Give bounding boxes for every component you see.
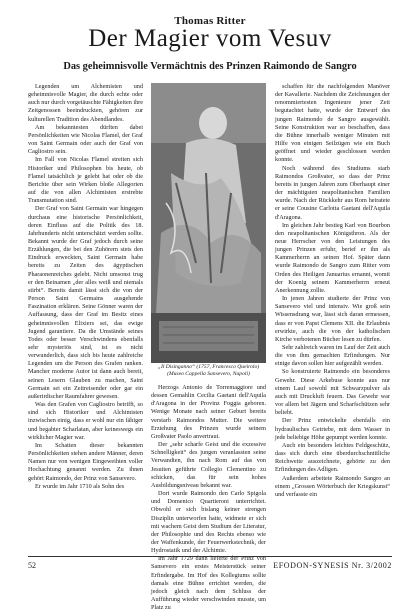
- paragraph: Der Prinz entwickelte ebenfalls ein hydraulisches Getriebe, mit dem Wasser in jede beliebige Höhe gepumpt werden konnte.: [275, 417, 390, 441]
- paragraph: schaffen für die nachfolgenden Manöver der Kavallerie. Nachdem die Zeichnungen der renommiertesten Ingenieure jener Zeit begutachtet hatte, wurde der Entwurf des jungen Raimondo de Sangro ausgewählt. Seine Konstruktion war so beschaffen, dass die Bühne innerhalb weniger Minuten mit Hilfe von einigen Seilzügen wie ein Buch geöffnet und wieder geschlossen werden konnte.: [275, 83, 390, 164]
- footer-divider: [28, 556, 392, 557]
- paragraph: Legenden um Alchemisten und geheimnisvolle Magier, die durch echte oder auch nur durch vorgetäuschte Fähigkeiten ihre Zeitgenossen beeindruckten, gehören zur kulturellen Tradition des Abendlandes.: [28, 83, 143, 123]
- paragraph: Am bekanntesten dürften dabei Persönlichkeiten wie Nicolas Flamel, der Graf von Saint Germain oder auch der Graf von Cagliostro sein.: [28, 123, 143, 156]
- paragraph: Im Schatten dieser bekannten Persönlichkeiten stehen andere Männer, deren Namen nur von wenigen Eingeweihten voller Hochachtung genannt werden. Zu ihnen gehört Raimondo, der Prinz von Sansevero.: [28, 441, 143, 482]
- text-column-3: [275, 83, 390, 547]
- paragraph: In jenen Jahren studierte der Prinz von Sansevero viel und intensiv. Wie groß sein Wissensdrang war, lässt sich daran ermessen, dass er von Papst Clemens XII. die Erlaubnis erwirkte, auch die von der katholischen Kirche verbotenen Bücher lesen zu dürfen.: [275, 295, 390, 343]
- article-title: Der Magier vom Vesuv: [88, 25, 332, 52]
- text-column-1: [28, 83, 143, 547]
- page-number: 52: [28, 561, 36, 570]
- caption-source: (Museo Cappella Sansevero, Napoli): [167, 371, 250, 377]
- paragraph: Im Jahr 1729 dann lieferte der Prinz von Sansevero ein erstes Meisterstück seiner Erfindergabe. Im Hof des Kollegiums sollte damals eine Bühne errichtet werden, die jedoch gleich nach dem Schluss der Aufführung wieder verschwinden musste, um Platz zu: [151, 555, 266, 612]
- paragraph: So konstruierte Raimondo ein besonderes Gewehr. Diese Arkebuse konnte aus nur einem Lauf sowohl mit Schwarzpulver als auch mit Druckluft feuern. Das Gewehr war vor allem bei Jägern und Scharfschützen sehr beliebt.: [275, 368, 390, 417]
- paragraph: Im gleichen Jahr bestieg Karl von Bourbon den neapolitanischen Königsthron. Als der neue Herrscher von den Leistungen des jungen Prinzen erfuhr, berief er ihn als Kammerherrn an seinen Hof. Später dann wurde Raimondo de Sangro zum Ritter vom Orden des Heiligen Januarius ernannt, womit der Koenig seinem Kammerherrn erneut Anerkennung zollte.: [275, 221, 390, 294]
- sculpture-photo: [151, 83, 266, 363]
- paragraph: Der „sehr scharfe Geist und die exzessive Schnelligkeit“ des jungen veranlassten seine Verwandten, ihn nach Rom auf das von Jesuiten geführte Collegio Clementino zu schicken, das für sein hohes Ausbildungsniveau bekannt war.: [151, 441, 266, 489]
- paragraph: Noch während des Studiums starb Raimondos Großvater, so dass der Prinz bereits in jungen Jahren zum Oberhaupt einer der mächtigsten neapolitanischen Familien wurde. Nach der Rückkehr aus Rom heiratete er seine Cousine Carlotta Gaetani dell'Aquila d'Aragona.: [275, 164, 390, 221]
- text-column-2: [151, 384, 266, 612]
- paragraph: Der Graf von Saint Germain war hingegen durchaus eine historische Persönlichkeit, deren Einfluss auf die Politik des 18. Jahrhunderts nicht unterschätzt werden sollte. Bekannt wurde der Graf jedoch durch seine Erzählungen, die bei den Zuhörern stets den Eindruck erweckten, Saint Germain habe bereits zu Zeiten des ägyptischen Pharaonenreiches gelebt. Nicht umsonst trug er den Beinamen „der alles weiß und niemals stirbt“. Bereits damit lässt sich die von der Person Saint Germains ausgehende Faszination erklären. Seine Gönner waren der Auffassung, dass der Graf im Besitz eines geheimnisvollen Elixiers sei, das ewige Jugend garantiere. Da die Umstände seines Todes oder besser Verschwindens ebenfalls sehr mysteriös sind, ist es nicht verwunderlich, dass sich bis heute zahlreiche Legenden um die Person des Grafen ranken. Mancher moderne Autor ist dann auch bereit, seinen Lesern Glauben zu machen, Saint Germain sei ein Zeitreisender oder gar ein außerirdischer Raumfahrer gewesen.: [28, 205, 143, 400]
- paragraph: Er wurde im Jahr 1710 als Sohn des: [35, 482, 125, 490]
- paragraph: Was den Grafen von Cagliostro betrifft, so sind sich Historiker und Alchimisten inzwischen einig, dass er wohl nur ein fähiger und begabter Scharlatan, aber keineswegs ein wirklicher Magier war.: [28, 401, 143, 441]
- paragraph: Sehr zahlreich waren im Lauf der Zeit auch die von ihm gemachten Erfindungen. Nur einige davon sollen hier aufgezählt werden.: [275, 344, 390, 368]
- paragraph: Auch ein besonders leichtes Feldgeschütz, dass sich durch eine überdurchschnittliche Reichweite auszeichnete, gehörte zu den Erfindungen des Adligen.: [275, 441, 390, 474]
- paragraph: Dort wurde Raimondo den Carlo Spigola und Domenico Quartieroni unterrichtet. Obwohl er sich bislang keiner strengen Disziplin unterworfen hatte, widmete er sich mit wachem Geist dem Studium der Literatur, der Philosophie und des Rechts ebenso wie der Waffenkunde, der Feuerwerkstechnik, der Hydrostatik und der Alchimie.: [151, 490, 266, 555]
- figure-caption: [151, 364, 266, 378]
- sculpture-illustration: [151, 83, 266, 363]
- article-author: Thomas Ritter: [174, 15, 246, 27]
- paragraph: Außerdem arbeitete Raimondo Sangro an einem „Grossen Wörterbuch der Kriegskunst“ und verfasste ein: [275, 474, 390, 498]
- journal-name: EFODON-SYNESIS Nr. 3/2002: [273, 561, 392, 570]
- article-subtitle: Das geheimnisvolle Vermächtnis des Prinzen Raimondo de Sangro: [63, 61, 357, 72]
- caption-title: „Il Disinganno“ (1757, Francesco Queirolo): [157, 364, 260, 370]
- paragraph: Herzogs Antonio de Torremaggiore und dessen Gemahlin Cecilia Gaetani dell'Aquila d'Aragona in der Provinz Foggia geboren. Wenige Monate nach seiner Geburt bereits verstarb Raimondos Mutter. Die weitere Erziehung des Prinzen wurde seinem Großvater Paolo anvertraut.: [151, 384, 266, 440]
- paragraph: Im Fall von Nicolas Flamel streiten sich Historiker und Philosophen bis heute, ob Flamel tatsächlich je gelebt hat oder ob die Berichte über sein Wirken bloße Allegorien auf die von allen Alchimisten erstrebte Transmutation sind.: [28, 156, 143, 205]
